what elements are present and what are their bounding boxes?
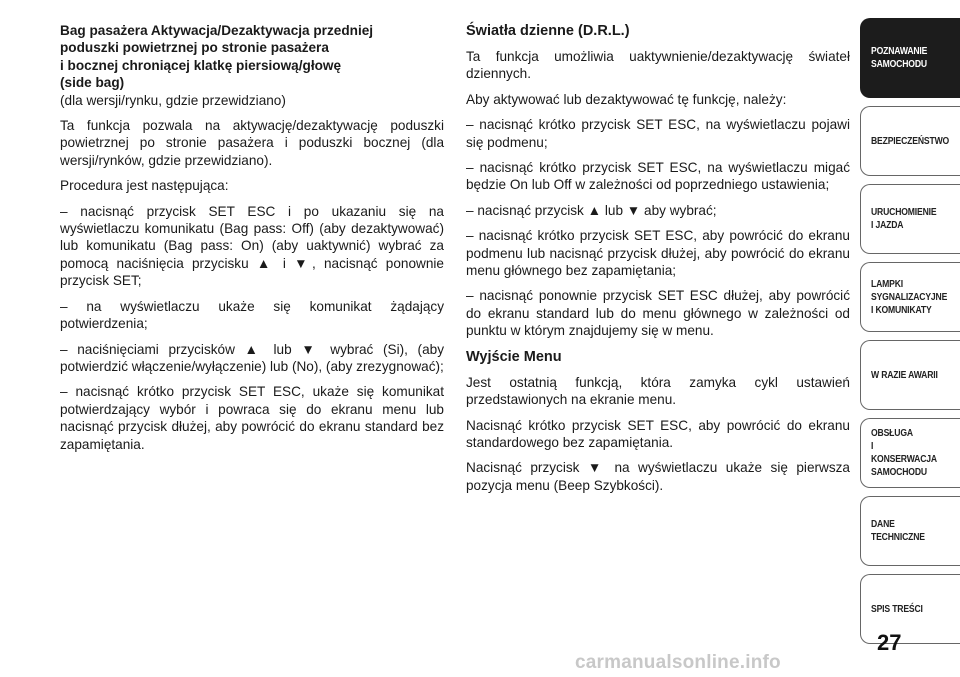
tab-uruchomienie-i-jazda[interactable] bbox=[860, 184, 960, 254]
tab-label: LAMPKI SYGNALIZACYJNE I KOMUNIKATY bbox=[871, 277, 948, 316]
paragraph: – nacisnąć krótko przycisk SET ESC, na wyświetlaczu migać będzie On lub Off w zależności od poprzedniego ustawienia; bbox=[466, 160, 850, 193]
tab-label: DANE TECHNICZNE bbox=[871, 518, 925, 543]
tab-label: W RAZIE AWARII bbox=[871, 368, 938, 381]
airbag-heading-line-4: (side bag) bbox=[60, 75, 125, 91]
paragraph: – na wyświetlaczu ukaże się komunikat żądający potwierdzenia; bbox=[60, 298, 444, 332]
tab-obsluga-i-konserwacja[interactable] bbox=[860, 418, 960, 488]
right-column bbox=[466, 22, 850, 502]
section-title-menu-exit: Wyjście Menu bbox=[466, 348, 562, 365]
chapter-sidebar bbox=[860, 18, 960, 652]
paragraph: – nacisnąć krótko przycisk SET ESC, aby powrócić do ekranu podmenu lub nacisnąć przycisk dłużej, aby powrócić do ekranu menu głównego bez zapamiętania; bbox=[466, 228, 850, 279]
paragraph: Procedura jest następująca: bbox=[60, 178, 229, 194]
left-column bbox=[60, 22, 444, 461]
tab-poznawanie-samochodu[interactable] bbox=[860, 18, 960, 98]
tab-label: URUCHOMIENIE I JAZDA bbox=[871, 206, 937, 231]
tab-label: OBSŁUGA I KONSERWACJA SAMOCHODU bbox=[871, 427, 937, 478]
airbag-heading-line-1: Bag pasażera Aktywacja/Dezaktywacja przedniej bbox=[60, 23, 374, 38]
tab-w-razie-awarii[interactable] bbox=[860, 340, 960, 410]
tab-dane-techniczne[interactable] bbox=[860, 496, 960, 566]
paragraph: Nacisnąć krótko przycisk SET ESC, aby powrócić do ekranu standardowego bez zapamiętania. bbox=[466, 417, 850, 450]
paragraph: Jest ostatnią funkcją, która zamyka cykl ustawień przedstawionych na ekranie menu. bbox=[466, 374, 850, 408]
watermark: carmanualsonline.info bbox=[575, 652, 781, 673]
paragraph: – nacisnąć krótko przycisk SET ESC, ukaże się komunikat potwierdzający wybór i powraca się do ekranu menu lub nacisnąć przycisk dłużej, aby powrócić do ekranu standard bez zapamiętania. bbox=[60, 384, 444, 452]
paragraph: Ta funkcja umożliwia uaktywnienie/dezaktywację świateł dziennych. bbox=[466, 49, 850, 82]
paragraph: Nacisnąć przycisk ▼ na wyświetlaczu ukaże się pierwsza pozycja menu (Beep Szybkości). bbox=[466, 460, 850, 493]
airbag-heading-line-2: poduszki powietrznej po stronie pasażera bbox=[60, 40, 329, 56]
tab-bezpieczenstwo[interactable] bbox=[860, 106, 960, 176]
paragraph: – nacisnąć przycisk SET ESC i po ukazaniu się na wyświetlaczu komunikatu (Bag pass: Off) (aby dezaktywować) lub komunikatu (Bag pass: On) (aby uaktywnić) wybrać za pomocą naciśnięcia przycisku ▲ i ▼, nacisnąć ponownie przycisk SET; bbox=[60, 203, 444, 289]
tab-label: SPIS TREŚCI bbox=[871, 602, 923, 615]
tab-label: POZNAWANIE SAMOCHODU bbox=[871, 45, 928, 70]
page-number: 27 bbox=[877, 630, 902, 655]
tab-spis-tresci[interactable] bbox=[860, 574, 960, 644]
paragraph: – nacisnąć przycisk ▲ lub ▼ aby wybrać; bbox=[466, 202, 717, 218]
section-title-drl: Światła dzienne (D.R.L.) bbox=[466, 23, 630, 39]
paragraph: – nacisnąć ponownie przycisk SET ESC dłużej, aby powrócić do ekranu standard lub do menu głównego w zależności od punktu w którym znajdujemy się w menu. bbox=[466, 288, 850, 339]
paragraph: Ta funkcja pozwala na aktywację/dezaktywację poduszki powietrznej po stronie pasażera i poduszki bocznej (dla wersji/rynków, gdzie przewidziano). bbox=[60, 118, 444, 168]
paragraph: Aby aktywować lub dezaktywować tę funkcję, należy: bbox=[466, 91, 787, 107]
airbag-subheading: (dla wersji/rynku, gdzie przewidziano) bbox=[60, 92, 286, 108]
tab-label: BEZPIECZEŃSTWO bbox=[871, 134, 950, 147]
airbag-heading-line-3: i bocznej chroniącej klatkę piersiową/głowę bbox=[60, 57, 342, 73]
paragraph: – nacisnąć krótko przycisk SET ESC, na wyświetlaczu pojawi się podmenu; bbox=[466, 117, 850, 150]
paragraph: – naciśnięciami przycisków ▲ lub ▼ wybrać (Si), (aby potwierdzić włączenie/wyłączenie) lub (No), (aby zrezygnować); bbox=[60, 341, 444, 374]
tab-lampki-sygnalizacyjne[interactable] bbox=[860, 262, 960, 332]
